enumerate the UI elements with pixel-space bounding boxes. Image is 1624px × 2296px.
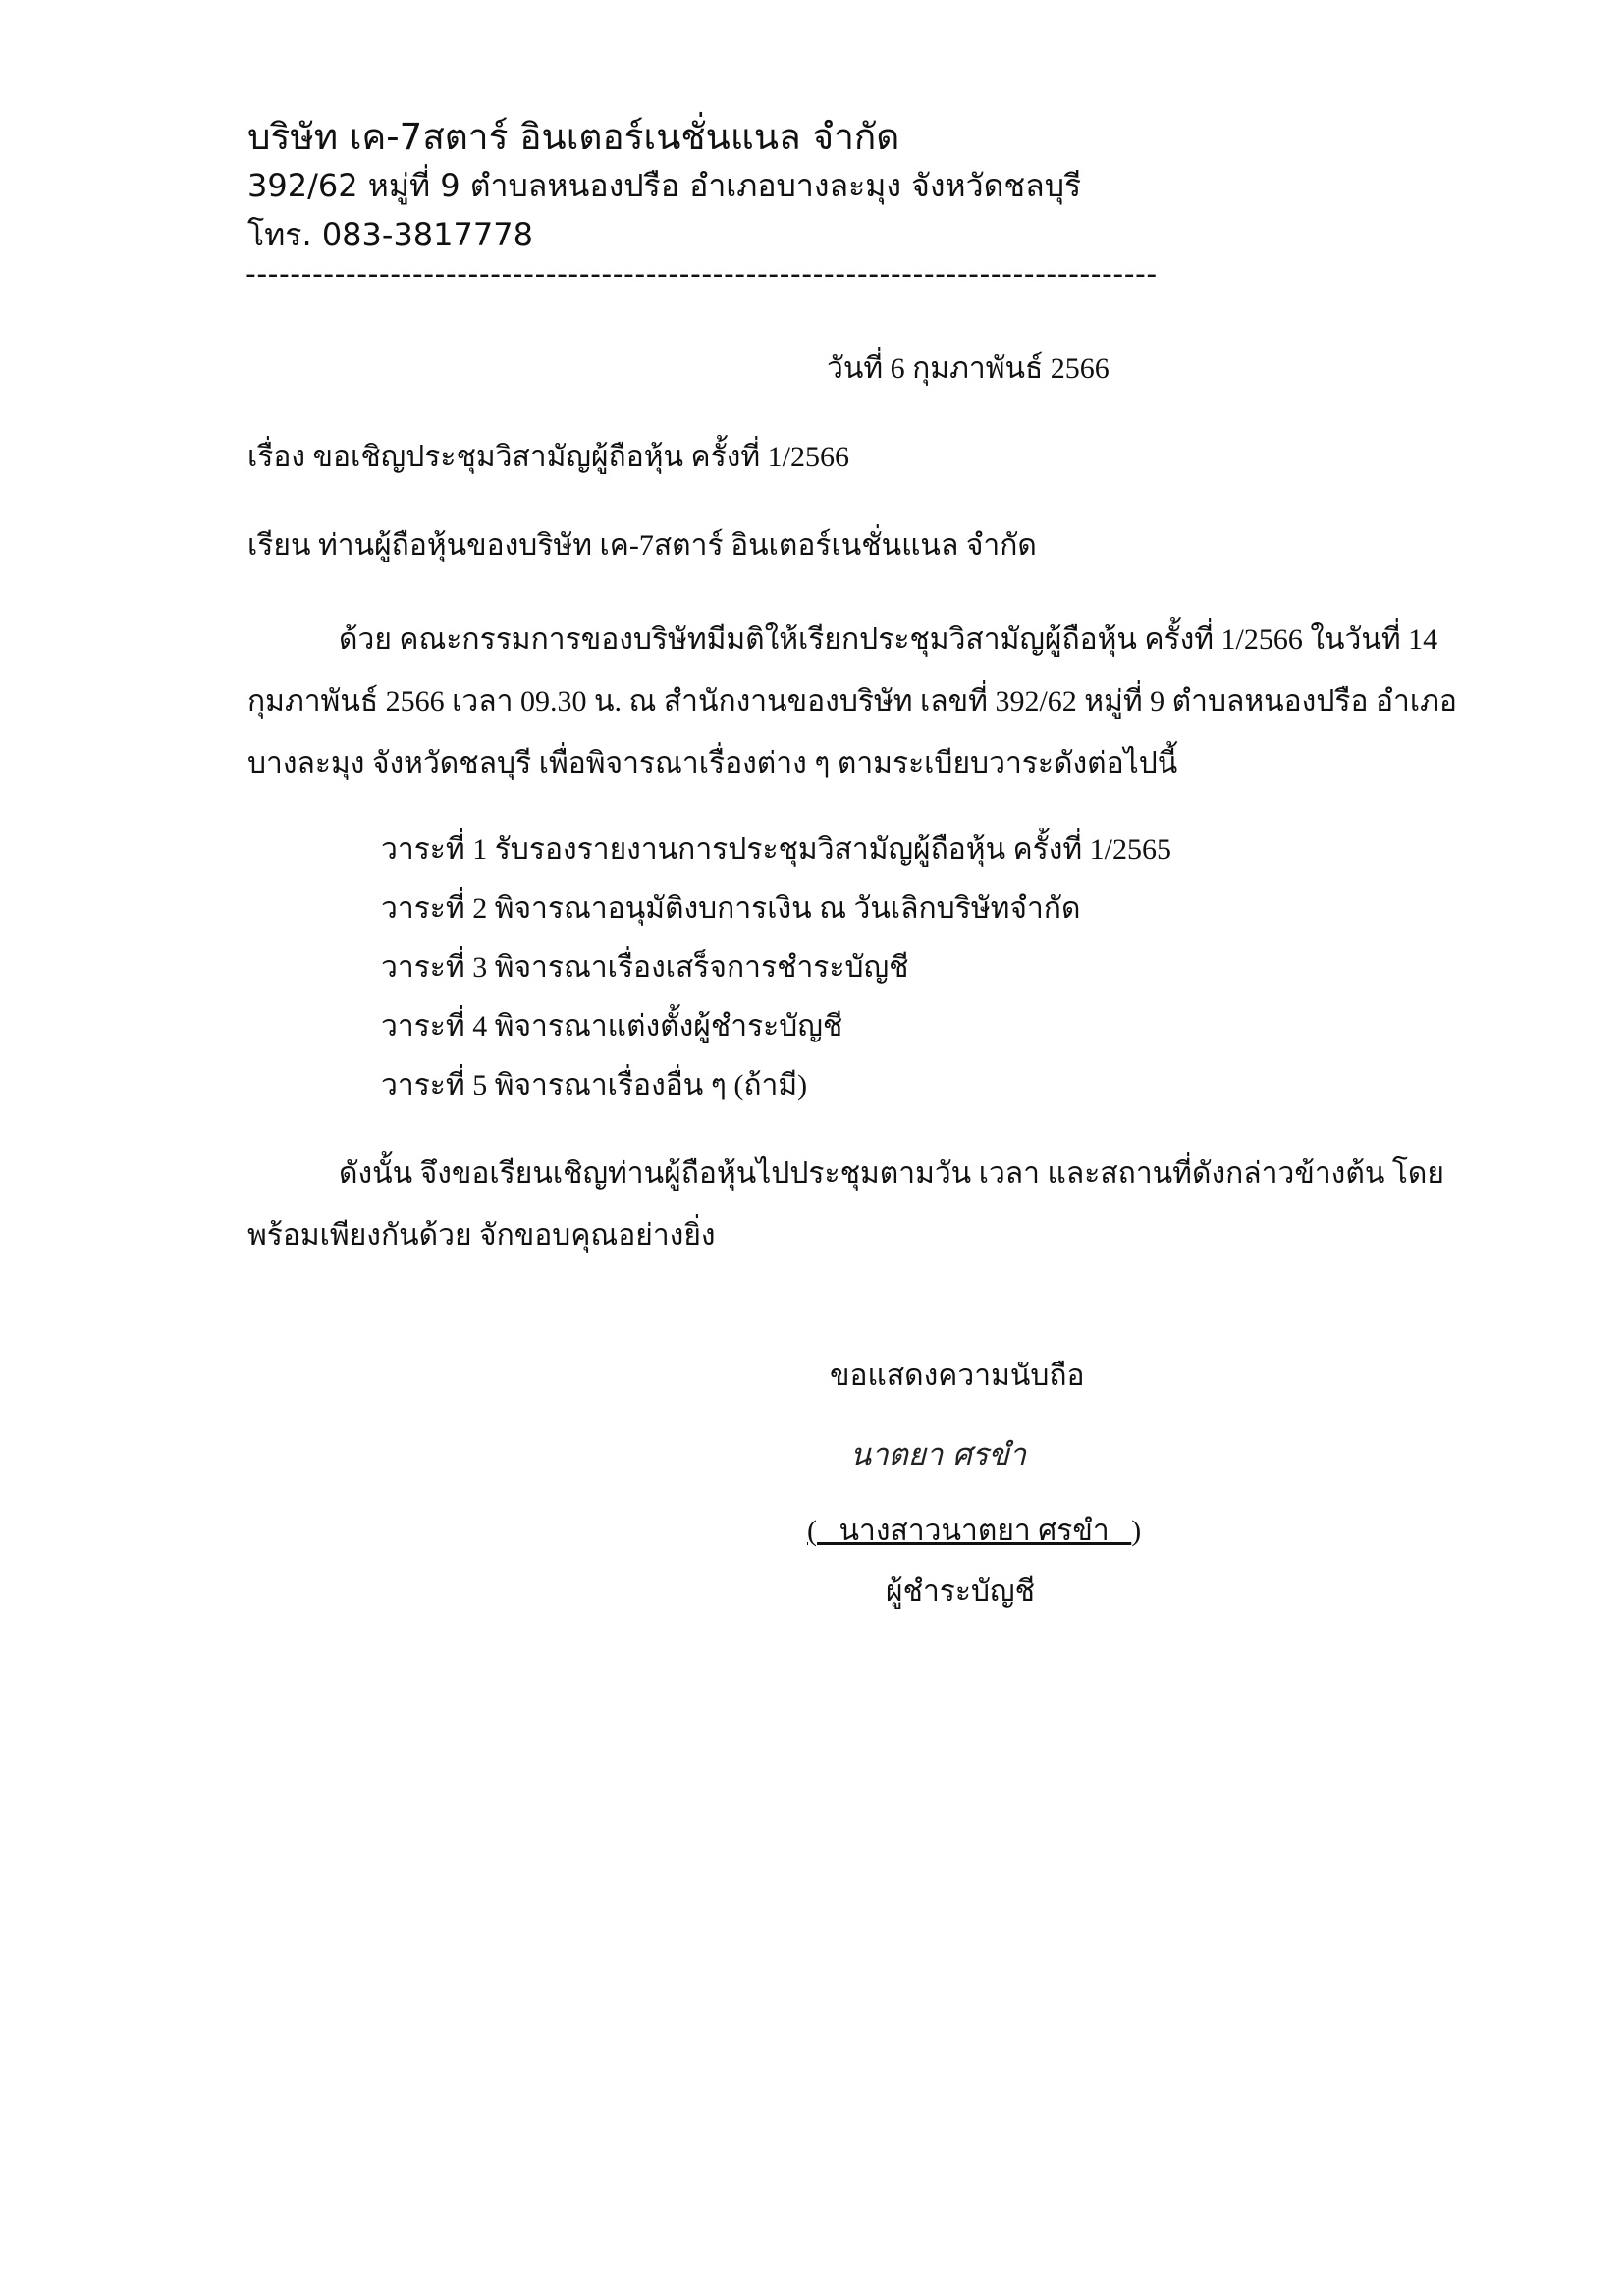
agenda-item: วาระที่ 3 พิจารณาเรื่องเสร็จการชำระบัญชี — [381, 951, 909, 984]
letter-closing: ดังนั้น จึงขอเรียนเชิญท่านผู้ถือหุ้นไปประชุมตามวัน เวลา และสถานที่ดังกล่าวข้างต้น โดยพร้อมเพียงกันด้วย จักขอบคุณอย่างยิ่ง — [247, 1157, 1444, 1252]
agenda-item: วาระที่ 2 พิจารณาอนุมัติงบการเงิน ณ วันเลิกบริษัทจำกัด — [381, 892, 1081, 925]
agenda-item: วาระที่ 1 รับรองรายงานการประชุมวิสามัญผู้ถือหุ้น ครั้งที่ 1/2565 — [381, 833, 1172, 866]
printed-name-text: นางสาวนาตยา ศรขำ — [817, 1515, 1132, 1547]
printed-name — [807, 1508, 1141, 1554]
letter-subject: เรื่อง ขอเชิญประชุมวิสามัญผู้ถือหุ้น ครั้งที่ 1/2566 — [247, 441, 849, 473]
letter-body: ด้วย คณะกรรมการของบริษัทมีมติให้เรียกประชุมวิสามัญผู้ถือหุ้น ครั้งที่ 1/2566 ในวันที่ 14 กุมภาพันธ์ 2566 เวลา 09.30 น. ณ สำนักงานของบริษัท เลขที่ 392/62 หมู่ที่ 9 ตำบลหนองปรือ อำเภอบางละมุง จังหวัดชลบุรี เพื่อพิจารณาเรื่องต่าง ๆ ตามระเบียบวาระดังต่อไปนี้ — [247, 623, 1457, 779]
letter-date: วันที่ 6 กุมภาพันธ์ 2566 — [827, 352, 1110, 385]
signature: นาตยา ศรขำ — [850, 1437, 1027, 1472]
regards-line: ขอแสดงความนับถือ — [830, 1360, 1085, 1392]
agenda-item: วาระที่ 4 พิจารณาแต่งตั้งผู้ชำระบัญชี — [381, 1010, 843, 1042]
open-paren: ( — [807, 1515, 817, 1547]
company-address: 392/62 หมู่ที่ 9 ตำบลหนองปรือ อำเภอบางละมุง จังหวัดชลบุรี — [247, 167, 1082, 204]
header-divider: ---------------------------------------------------------------------------------- — [245, 257, 1158, 292]
letter-recipient: เรียน ท่านผู้ถือหุ้นของบริษัท เค-7สตาร์ อินเตอร์เนชั่นแนล จำกัด — [247, 529, 1037, 561]
company-phone: โทร. 083-3817778 — [247, 216, 533, 253]
agenda-list — [381, 821, 1171, 1115]
close-paren: ) — [1131, 1515, 1142, 1547]
agenda-item: วาระที่ 5 พิจารณาเรื่องอื่น ๆ (ถ้ามี) — [381, 1069, 808, 1101]
signer-position: ผู้ชำระบัญชี — [886, 1575, 1035, 1608]
company-name: บริษัท เค-7สตาร์ อินเตอร์เนชั่นแนล จำกัด — [247, 116, 900, 158]
